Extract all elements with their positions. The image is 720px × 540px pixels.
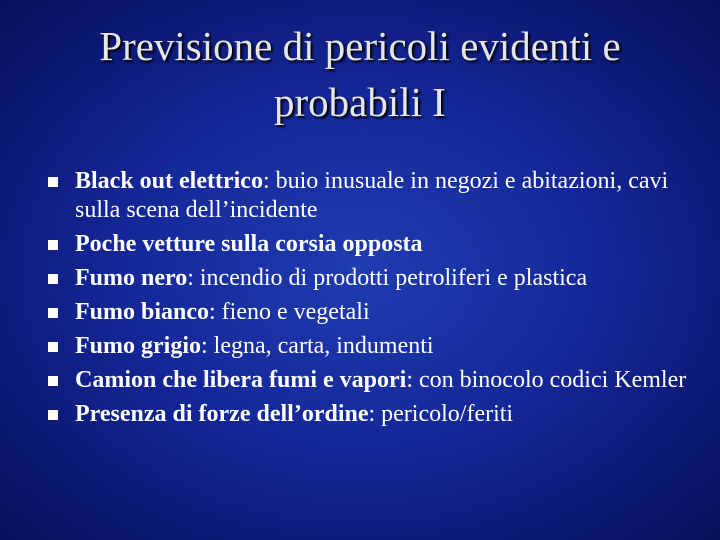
bullet-item xyxy=(48,230,688,259)
bullet-text: : legna, carta, indumenti xyxy=(201,333,434,359)
bullet-term: Black out elettrico xyxy=(75,168,263,194)
bullet-item xyxy=(48,332,688,361)
square-bullet-icon xyxy=(48,342,58,352)
square-bullet-icon xyxy=(48,308,58,318)
bullet-item xyxy=(48,264,688,293)
square-bullet-icon xyxy=(48,376,58,386)
bullet-term: Fumo bianco xyxy=(75,299,210,325)
square-bullet-icon xyxy=(48,177,58,187)
slide-title-line-1: Previsione di pericoli evidenti e xyxy=(99,23,621,69)
square-bullet-icon xyxy=(48,240,58,250)
bullet-item xyxy=(48,167,688,225)
bullet-item xyxy=(48,400,688,429)
bullet-text: : incendio di prodotti petroliferi e plastica xyxy=(187,265,588,291)
bullet-text: : fieno e vegetali xyxy=(209,299,370,325)
bullet-text: : buio inusuale in negozi e abitazioni, cavi sulla scena dell’incidente xyxy=(75,168,669,223)
bullet-list xyxy=(48,167,688,434)
bullet-text: : pericolo/feriti xyxy=(368,401,514,427)
bullet-item xyxy=(48,298,688,327)
slide-title xyxy=(40,18,680,130)
bullet-term: Camion che libera fumi e vapori xyxy=(75,367,407,393)
square-bullet-icon xyxy=(48,410,58,420)
slide-title-line-2: probabili I xyxy=(274,79,446,125)
square-bullet-icon xyxy=(48,274,58,284)
bullet-item xyxy=(48,366,688,395)
bullet-text: : con binocolo codici Kemler xyxy=(406,367,687,393)
bullet-term: Presenza di forze dell’ordine xyxy=(75,401,369,427)
bullet-term: Fumo grigio xyxy=(75,333,201,359)
bullet-term: Fumo nero xyxy=(75,265,188,291)
bullet-term: Poche vetture sulla corsia opposta xyxy=(75,231,423,257)
